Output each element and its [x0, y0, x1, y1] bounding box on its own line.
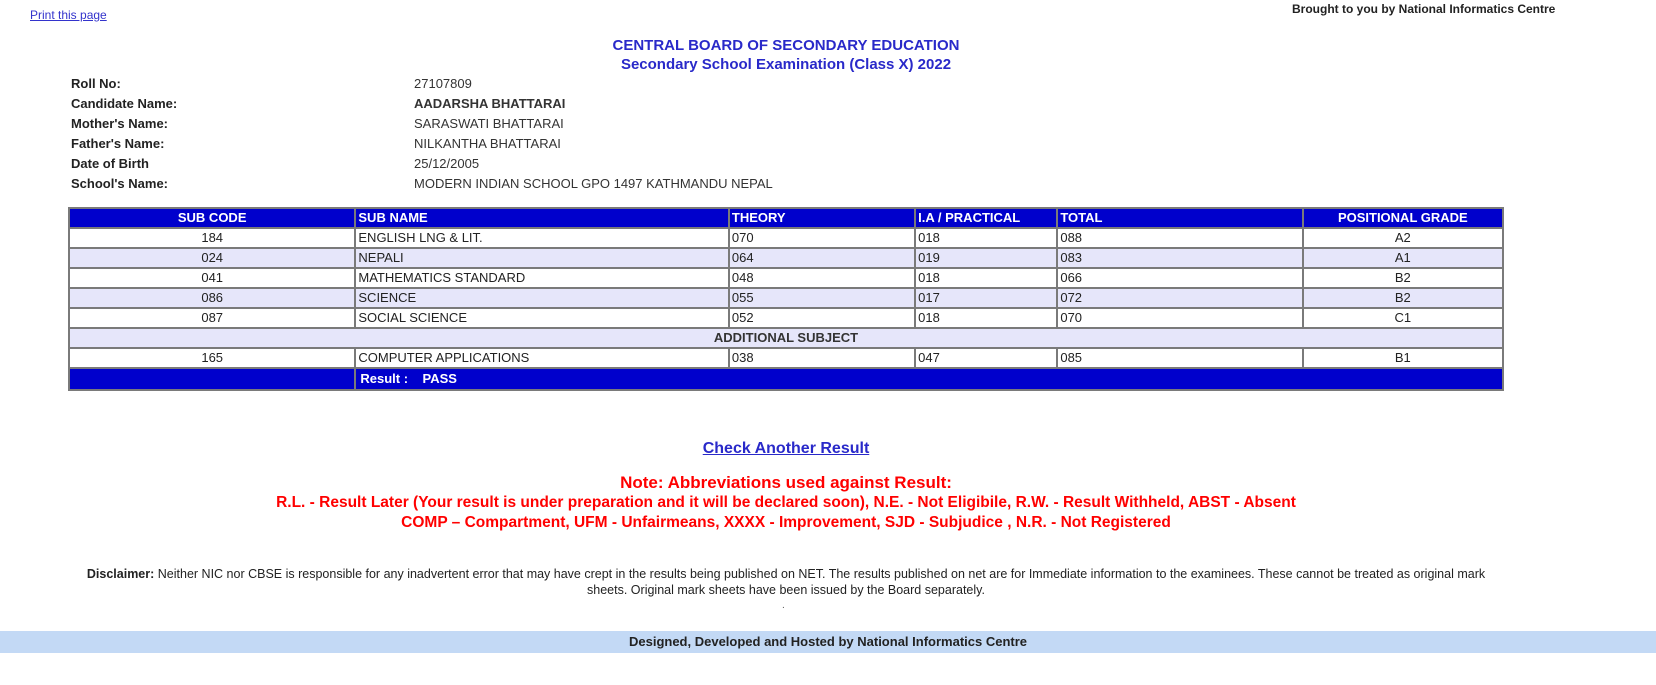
info-row-father-name — [71, 134, 871, 154]
cell-practical: 018 — [915, 308, 1057, 328]
cell-sub-name: MATHEMATICS STANDARD — [355, 268, 729, 288]
table-row — [69, 228, 1503, 248]
cell-practical: 019 — [915, 248, 1057, 268]
info-row-school — [71, 174, 871, 194]
check-another-container — [0, 440, 1572, 458]
cell-theory: 064 — [729, 248, 915, 268]
col-header: I.A / PRACTICAL — [915, 208, 1057, 228]
cell-sub-code: 024 — [69, 248, 355, 268]
cell-grade: C1 — [1303, 308, 1503, 328]
cell-total: 085 — [1057, 348, 1302, 368]
col-header: SUB NAME — [355, 208, 729, 228]
info-row-dob — [71, 154, 871, 174]
marks-table — [68, 207, 1504, 391]
cell-grade: B2 — [1303, 268, 1503, 288]
info-label: Father's Name: — [71, 136, 165, 151]
cell-sub-name: NEPALI — [355, 248, 729, 268]
result-cell — [355, 368, 1503, 390]
additional-subject-label: ADDITIONAL SUBJECT — [69, 328, 1503, 348]
cell-sub-code: 165 — [69, 348, 355, 368]
cell-sub-code: 087 — [69, 308, 355, 328]
candidate-info — [71, 74, 871, 194]
info-row-roll-no — [71, 74, 871, 94]
disclaimer-label: Disclaimer: — [86, 567, 155, 581]
result-label: Result : — [360, 371, 409, 386]
cell-sub-name: ENGLISH LNG & LIT. — [355, 228, 729, 248]
table-header-row — [69, 208, 1503, 228]
cell-theory: 055 — [729, 288, 915, 308]
board-name: CENTRAL BOARD OF SECONDARY EDUCATION — [612, 37, 960, 54]
disclaimer — [70, 566, 1502, 598]
cell-sub-name: SCIENCE — [355, 288, 729, 308]
separator-dot: . — [782, 600, 785, 611]
brought-by-text: Brought to you by National Informatics Centre — [1292, 2, 1556, 16]
cell-grade: B1 — [1303, 348, 1503, 368]
info-label: School's Name: — [71, 176, 169, 191]
note-section — [0, 473, 1572, 533]
cell-theory: 070 — [729, 228, 915, 248]
info-label: Mother's Name: — [71, 116, 168, 131]
info-value: SARASWATI BHATTARAI — [414, 116, 564, 131]
info-label: Roll No: — [71, 76, 121, 91]
cell-total: 072 — [1057, 288, 1302, 308]
note-heading: Note: Abbreviations used against Result: — [620, 473, 952, 492]
col-header: SUB CODE — [69, 208, 355, 228]
info-value: MODERN INDIAN SCHOOL GPO 1497 KATHMANDU NEPAL — [414, 176, 773, 191]
cell-total: 083 — [1057, 248, 1302, 268]
table-row — [69, 308, 1503, 328]
cell-sub-name: SOCIAL SCIENCE — [355, 308, 729, 328]
note-line-1: R.L. - Result Later (Your result is under preparation and it will be declared soon), N.E. - Not Eligibile, R.W. - Result Withheld, ABST - Absent — [276, 494, 1296, 511]
cell-practical: 017 — [915, 288, 1057, 308]
cell-theory: 038 — [729, 348, 915, 368]
cell-total: 066 — [1057, 268, 1302, 288]
info-value: 25/12/2005 — [414, 156, 480, 171]
cell-grade: B2 — [1303, 288, 1503, 308]
result-value: PASS — [422, 371, 457, 386]
info-row-mother-name — [71, 114, 871, 134]
cell-sub-code: 086 — [69, 288, 355, 308]
cell-grade: A1 — [1303, 248, 1503, 268]
col-header: TOTAL — [1057, 208, 1302, 228]
footer-text: Designed, Developed and Hosted by National Informatics Centre — [628, 634, 1028, 649]
col-header: THEORY — [729, 208, 915, 228]
info-label: Candidate Name: — [71, 96, 178, 111]
table-row — [69, 248, 1503, 268]
note-line-2: COMP – Compartment, UFM - Unfairmeans, XXXX - Improvement, SJD - Subjudice , N.R. - Not Registered — [401, 514, 1171, 531]
table-row — [69, 348, 1503, 368]
info-value: AADARSHA BHATTARAI — [414, 96, 566, 111]
cell-sub-code: 184 — [69, 228, 355, 248]
footer-bar — [0, 631, 1656, 653]
info-label: Date of Birth — [71, 156, 149, 171]
cell-practical: 018 — [915, 228, 1057, 248]
cell-grade: A2 — [1303, 228, 1503, 248]
cell-total: 088 — [1057, 228, 1302, 248]
table-row — [69, 268, 1503, 288]
cell-sub-name: COMPUTER APPLICATIONS — [355, 348, 729, 368]
info-row-candidate-name — [71, 94, 871, 114]
table-row — [69, 288, 1503, 308]
info-value: NILKANTHA BHATTARAI — [414, 136, 561, 151]
info-value: 27107809 — [414, 76, 472, 91]
cell-theory: 052 — [729, 308, 915, 328]
cell-practical: 047 — [915, 348, 1057, 368]
additional-subject-row — [69, 328, 1503, 348]
exam-name: Secondary School Examination (Class X) 2022 — [620, 56, 952, 73]
check-another-result-link[interactable]: Check Another Result — [702, 440, 870, 457]
cell-practical: 018 — [915, 268, 1057, 288]
disclaimer-text: Neither NIC nor CBSE is responsible for any inadvertent error that may have crept in the results being published on NET. The results published on net are for Immediate information to the examinees. These cannot be treated as original mark sheets. Original mark sheets have been issued by the Board separately. — [157, 567, 1486, 597]
result-row — [69, 368, 1503, 390]
col-header: POSITIONAL GRADE — [1303, 208, 1503, 228]
cell-total: 070 — [1057, 308, 1302, 328]
page-title — [0, 36, 1572, 74]
cell-theory: 048 — [729, 268, 915, 288]
cell-sub-code: 041 — [69, 268, 355, 288]
print-page-link[interactable]: Print this page — [30, 8, 107, 22]
result-empty-cell — [69, 368, 355, 390]
